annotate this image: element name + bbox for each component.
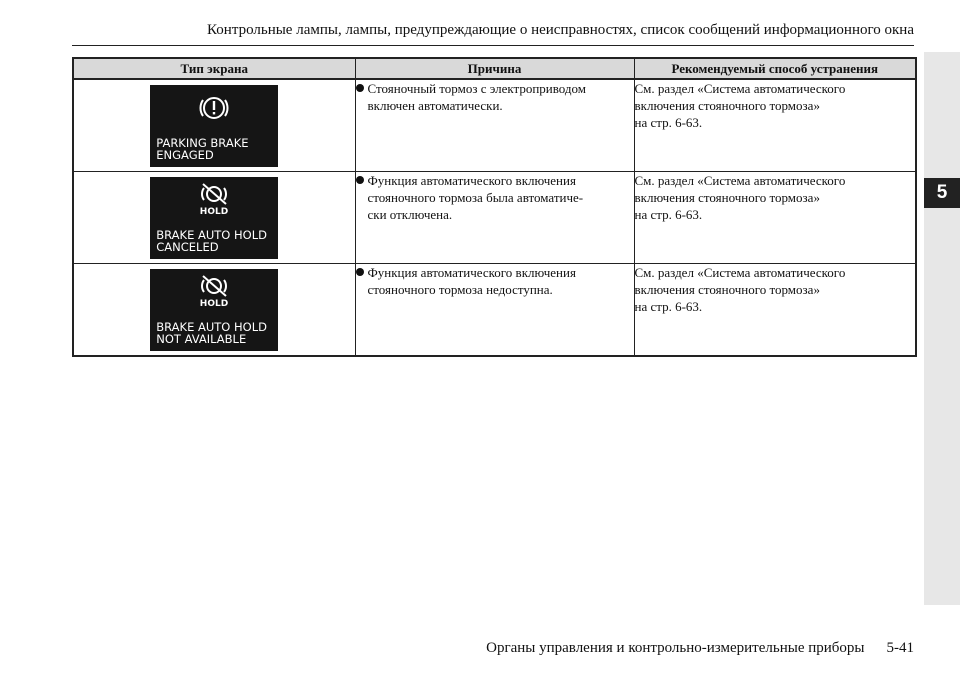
display-screen-image (150, 269, 278, 351)
remedy-text: См. раздел «Система автоматического (634, 265, 846, 280)
reason-text: Стояночный тормоз с электроприводом (367, 81, 587, 96)
page-header-title: Контрольные лампы, лампы, предупреждающие о неисправностях, список сообщений информационного окна (207, 22, 914, 38)
display-message-line: CANCELED (156, 240, 219, 254)
reason-text: ски отключена. (367, 207, 453, 222)
table-header-row (73, 58, 916, 79)
parking-brake-exclamation-icon (197, 91, 231, 125)
column-header-remedy: Рекомендуемый способ устранения (634, 58, 916, 79)
reason-text: включен автоматически. (367, 98, 503, 113)
remedy-text: на стр. 6-63. (634, 299, 703, 314)
table-row (73, 79, 916, 172)
display-message-line: ENGAGED (156, 148, 214, 162)
display-message-line: PARKING BRAKE (156, 136, 249, 150)
remedy-cell (634, 172, 916, 264)
brake-hold-crossed-icon (197, 275, 231, 309)
display-message-line: BRAKE AUTO HOLD (156, 320, 267, 334)
display-message-line: NOT AVAILABLE (156, 332, 247, 346)
reason-cell (355, 79, 634, 172)
display-message (156, 137, 274, 161)
bullet-icon (356, 176, 364, 184)
display-message-line: BRAKE AUTO HOLD (156, 228, 267, 242)
chapter-side-tab (924, 52, 960, 605)
hold-icon-label: HOLD (200, 207, 229, 217)
remedy-cell (634, 264, 916, 357)
display-message (156, 321, 274, 345)
messages-table (72, 57, 917, 357)
screen-cell (73, 79, 355, 172)
brake-hold-crossed-icon (197, 183, 231, 217)
display-screen-image (150, 177, 278, 259)
reason-cell (355, 264, 634, 357)
reason-text: стояночного тормоза недоступна. (367, 282, 553, 297)
footer-section-title: Органы управления и контрольно-измерительные приборы (486, 640, 865, 656)
chapter-number-tab: 5 (924, 178, 960, 208)
page-footer (486, 640, 914, 657)
remedy-text: См. раздел «Система автоматического (634, 81, 846, 96)
reason-text: Функция автоматического включения (367, 265, 576, 280)
display-screen-image (150, 85, 278, 167)
remedy-text: См. раздел «Система автоматического (634, 173, 846, 188)
column-header-reason: Причина (355, 58, 634, 79)
hold-icon-label: HOLD (200, 299, 229, 309)
header-rule (72, 45, 914, 46)
remedy-text: включения стояночного тормоза» (634, 98, 820, 113)
page-number: 5-41 (886, 640, 914, 656)
column-header-screen-type: Тип экрана (73, 58, 355, 79)
remedy-text: на стр. 6-63. (634, 207, 703, 222)
remedy-text: на стр. 6-63. (634, 115, 703, 130)
table-row (73, 264, 916, 357)
display-message (156, 229, 274, 253)
bullet-icon (356, 268, 364, 276)
screen-cell (73, 172, 355, 264)
remedy-text: включения стояночного тормоза» (634, 190, 820, 205)
screen-cell (73, 264, 355, 357)
bullet-icon (356, 84, 364, 92)
reason-cell (355, 172, 634, 264)
table-row (73, 172, 916, 264)
reason-text: Функция автоматического включения (367, 173, 576, 188)
remedy-cell (634, 79, 916, 172)
remedy-text: включения стояночного тормоза» (634, 282, 820, 297)
reason-text: стояночного тормоза была автоматиче- (367, 190, 584, 205)
